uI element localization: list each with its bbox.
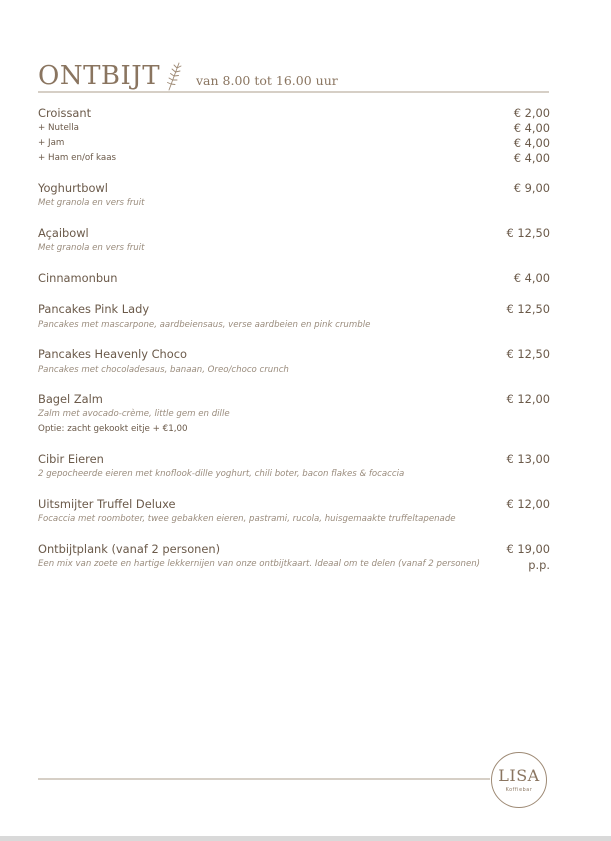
menu-item [38,271,550,287]
item-name: Croissant [38,106,92,120]
footer-divider [38,778,490,780]
logo-subtitle: Koffiebar [505,788,533,793]
item-name: Pancakes Pink Lady [38,302,150,316]
brand-logo [491,752,547,808]
item-description: Pancakes met chocoladesaus, banaan, Oreo/choco crunch [38,365,289,375]
extra-price: € 4,00 [513,121,550,135]
item-description: Met granola en vers fruit [38,243,145,253]
item-option: Optie: zacht gekookt eitje + €1,00 [38,424,188,434]
item-description: Pancakes met mascarpone, aardbeiensaus, verse aardbeien en pink crumble [38,320,371,330]
item-description: Zalm met avocado-crème, little gem en dille [38,409,230,419]
item-price: € 12,50 [506,347,550,361]
menu-item [38,347,550,377]
page-title: ONTBIJT [38,61,161,91]
extra-price: € 4,00 [513,136,550,150]
item-name: Cibir Eieren [38,452,104,466]
item-description: Met granola en vers fruit [38,198,145,208]
item-price: € 12,50 [506,226,550,240]
item-name: Cinnamonbun [38,271,118,285]
sprig-icon [164,60,184,92]
item-description: 2 gepocheerde eieren met knoflook-dille yoghurt, chili boter, bacon flakes & focaccia [38,469,405,479]
item-name: Açaibowl [38,226,89,240]
menu-item [38,497,550,527]
item-name: Ontbijtplank (vanaf 2 personen) [38,542,221,556]
item-description: Een mix van zoete en hartige lekkernijen van onze ontbijtkaart. Ideaal om te delen (vanaf 2 personen) [38,559,481,569]
item-price: € 2,00 [513,106,550,120]
extra-label: + Ham en/of kaas [38,153,117,163]
item-price: € 4,00 [513,271,550,285]
item-price: € 9,00 [513,181,550,195]
viewer-bottom-edge [0,836,611,841]
extra-price: € 4,00 [513,151,550,165]
item-name: Yoghurtbowl [38,181,108,195]
extra-label: + Nutella [38,123,79,133]
item-price: € 12,00 [506,497,550,511]
logo-wordmark: LISA [498,766,540,785]
item-price: € 19,00 [506,542,550,556]
menu-item [38,226,550,256]
header-divider [38,91,549,93]
menu-item [38,181,550,211]
menu-item [38,392,550,437]
item-name: Uitsmijter Truffel Deluxe [38,497,176,511]
item-price: € 12,00 [506,392,550,406]
menu-item [38,452,550,482]
menu-item [38,302,550,332]
item-price: € 12,50 [506,302,550,316]
item-description: Focaccia met roomboter, twee gebakken eieren, pastrami, rucola, huisgemaakte truffeltapenade [38,514,456,524]
price-note: p.p. [528,558,550,572]
extra-label: + Jam [38,138,65,148]
item-name: Pancakes Heavenly Choco [38,347,187,361]
item-name: Bagel Zalm [38,392,103,406]
item-price: € 13,00 [506,452,550,466]
opening-hours: van 8.00 tot 16.00 uur [196,73,338,88]
menu-item [38,542,550,572]
menu-item [38,106,550,166]
menu-header [38,58,550,92]
